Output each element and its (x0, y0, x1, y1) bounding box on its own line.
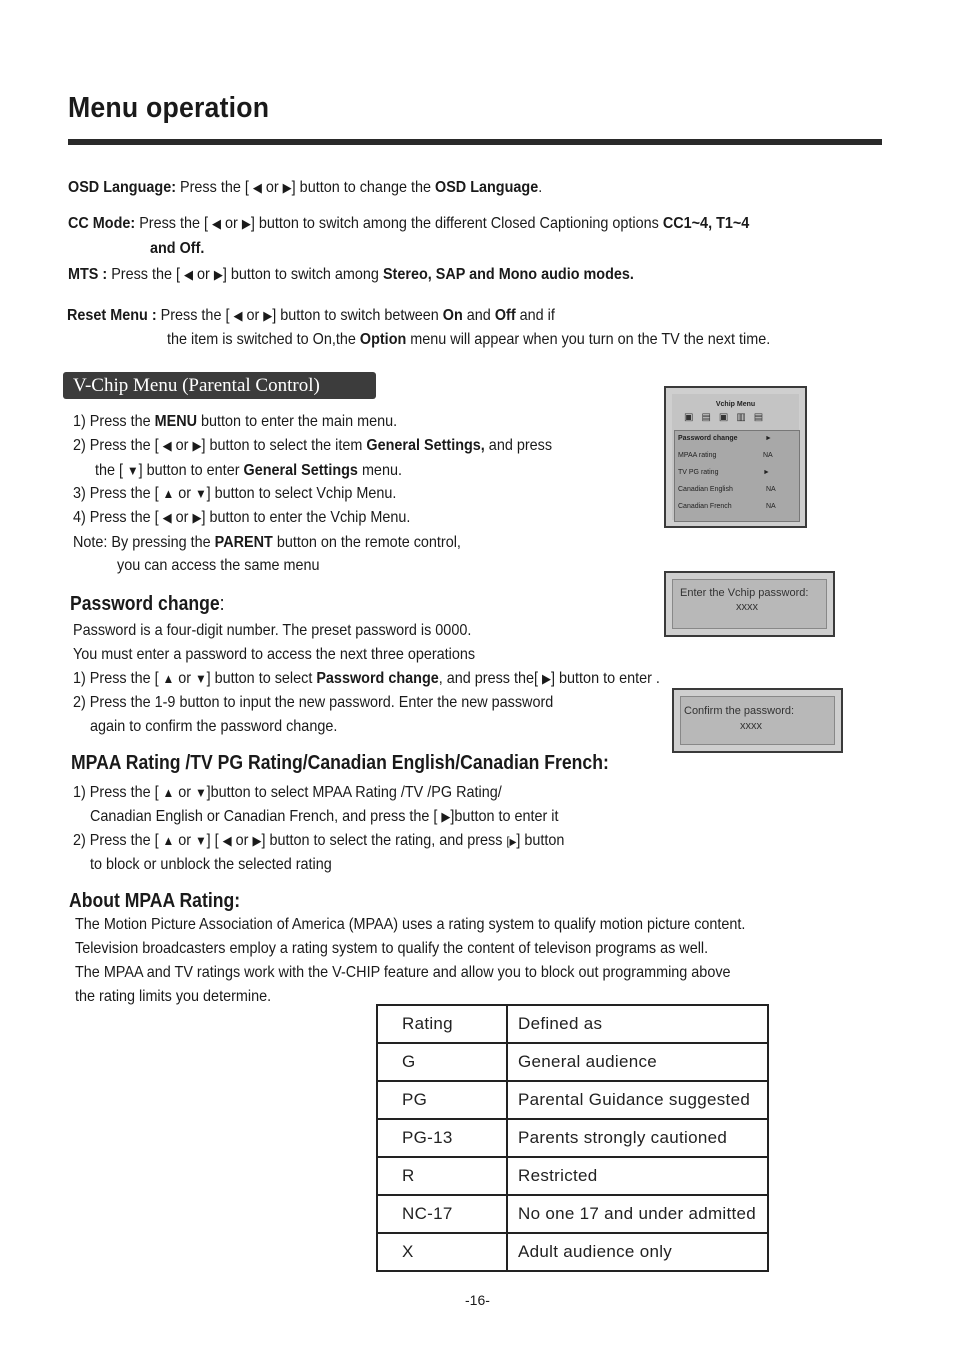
table-cell: No one 17 and under admitted (507, 1195, 768, 1233)
cc-mode-line-2: and Off. (150, 240, 205, 257)
up-arrow-icon: ▲ (162, 486, 175, 501)
table-cell: R (377, 1157, 507, 1195)
table-cell: X (377, 1233, 507, 1271)
password-desc-1: Password is a four-digit number. The preset password is 0000. (73, 622, 472, 639)
down-arrow-icon: ▼ (195, 671, 207, 686)
right-arrow-icon: ▶ (192, 510, 202, 525)
vchip-row-value: ► (765, 435, 772, 442)
vchip-menu-screen (664, 386, 807, 528)
about-mpaa-heading: About MPAA Rating: (69, 890, 241, 912)
password-step-2: 2) Press the 1-9 button to input the new password. Enter the new password (73, 694, 554, 711)
enter-password-screen (664, 571, 835, 637)
table-row (377, 1157, 768, 1195)
left-arrow-icon: ◀ (162, 438, 172, 453)
up-arrow-icon: ▲ (162, 833, 175, 848)
table-cell: PG-13 (377, 1119, 507, 1157)
page-title: Menu operation (68, 92, 270, 124)
table-cell: Defined as (507, 1005, 768, 1043)
password-change-heading: Password change: (70, 593, 225, 615)
right-arrow-icon: ▶ (509, 837, 517, 848)
left-arrow-icon: ◀ (162, 510, 172, 525)
about-paragraph-4: the rating limits you determine. (75, 988, 272, 1005)
reset-menu-line-2: the item is switched to On,the Option menu will appear when you turn on the TV the next time. (167, 331, 771, 348)
table-row (377, 1043, 768, 1081)
password-step-2b: again to confirm the password change. (90, 718, 338, 735)
confirm-password-value: xxxx (740, 720, 762, 732)
password-desc-2: You must enter a password to access the next three operations (73, 646, 476, 663)
right-arrow-icon: ▶ (542, 671, 552, 686)
table-row (377, 1195, 768, 1233)
table-cell: Restricted (507, 1157, 768, 1195)
left-arrow-icon: ◀ (252, 180, 262, 195)
table-cell: Rating (377, 1005, 507, 1043)
mpaa-rating-table (376, 1004, 769, 1272)
vchip-step-3: 3) Press the [ ▲ or ▼] button to select Vchip Menu. (73, 485, 397, 502)
confirm-password-label: Confirm the password: (684, 705, 795, 717)
password-step-1: 1) Press the [ ▲ or ▼] button to select Password change, and press the[ ▶] button to enter . (73, 670, 660, 687)
right-arrow-icon: ▶ (282, 180, 292, 195)
vchip-step-2b: the [ ▼] button to enter General Settings menu. (95, 462, 402, 479)
mpaa-heading: MPAA Rating /TV PG Rating/Canadian English/Canadian French: (71, 752, 609, 774)
mpaa-step-1b: Canadian English or Canadian French, and press the [ ▶]button to enter it (90, 808, 559, 825)
right-arrow-icon: ▶ (252, 833, 262, 848)
vchip-row-value: ► (763, 469, 770, 476)
right-arrow-icon: ▶ (263, 308, 273, 323)
right-arrow-icon: ▶ (441, 809, 451, 824)
vchip-menu-list (674, 430, 800, 522)
down-arrow-icon: ▼ (195, 785, 207, 800)
table-row (377, 1081, 768, 1119)
right-arrow-icon: ▶ (241, 216, 251, 231)
enter-password-value: xxxx (736, 601, 758, 613)
vchip-menu-title: Vchip Menu (715, 401, 756, 408)
mts-line: MTS : Press the [ ◀ or ▶] button to switch among Stereo, SAP and Mono audio modes. (68, 266, 634, 283)
confirm-password-screen (672, 688, 843, 753)
table-cell: Adult audience only (507, 1233, 768, 1271)
vchip-section-tag: V-Chip Menu (Parental Control) (63, 372, 376, 399)
table-cell: NC-17 (377, 1195, 507, 1233)
page-number: -16- (465, 1292, 490, 1308)
table-row (377, 1005, 768, 1043)
about-paragraph-3: The MPAA and TV ratings work with the V-CHIP feature and allow you to block out programming above (75, 964, 731, 981)
table-row (377, 1119, 768, 1157)
mpaa-step-2: 2) Press the [ ▲ or ▼] [ ◀ or ▶] button to select the rating, and press [▶] button (73, 832, 565, 849)
enter-password-label: Enter the Vchip password: (680, 587, 809, 599)
up-arrow-icon: ▲ (162, 785, 175, 800)
table-cell: Parents strongly cautioned (507, 1119, 768, 1157)
vchip-row-value: NA (766, 503, 776, 510)
right-arrow-icon: ▶ (192, 438, 202, 453)
title-rule (68, 139, 882, 145)
left-arrow-icon: ◀ (184, 267, 194, 282)
vchip-note: Note: By pressing the PARENT button on the remote control, (73, 534, 461, 551)
reset-menu-line: Reset Menu : Press the [ ◀ or ▶] button to switch between On and Off and if (67, 307, 555, 324)
table-row (377, 1233, 768, 1271)
table-cell: Parental Guidance suggested (507, 1081, 768, 1119)
vchip-row-label: Canadian French (678, 503, 732, 510)
about-paragraph-1: The Motion Picture Association of America (MPAA) uses a rating system to qualify motion picture content. (75, 916, 746, 933)
vchip-step-1: 1) Press the MENU button to enter the main menu. (73, 413, 398, 430)
table-cell: General audience (507, 1043, 768, 1081)
down-arrow-icon: ▼ (127, 463, 139, 478)
menu-tab-icons: ▣▤▣▥▤ (684, 412, 772, 423)
left-arrow-icon: ◀ (233, 308, 243, 323)
vchip-step-4: 4) Press the [ ◀ or ▶] button to enter the Vchip Menu. (73, 509, 411, 526)
vchip-row-label: Password change (678, 435, 738, 442)
left-arrow-icon: ◀ (212, 216, 222, 231)
vchip-row-value: NA (766, 486, 776, 493)
vchip-row-label: TV PG rating (678, 469, 719, 476)
cc-mode-line: CC Mode: Press the [ ◀ or ▶] button to switch among the different Closed Captioning options CC1~4, T1~4 (68, 215, 750, 232)
right-arrow-icon: ▶ (213, 267, 223, 282)
mpaa-step-1: 1) Press the [ ▲ or ▼]button to select MPAA Rating /TV /PG Rating/ (73, 784, 502, 801)
mpaa-step-2b: to block or unblock the selected rating (90, 856, 332, 873)
left-arrow-icon: ◀ (222, 833, 232, 848)
about-paragraph-2: Television broadcasters employ a rating system to qualify the content of televison programs as well. (75, 940, 709, 957)
table-cell: G (377, 1043, 507, 1081)
vchip-row-label: Canadian English (678, 486, 733, 493)
up-arrow-icon: ▲ (162, 671, 175, 686)
vchip-row-label: MPAA rating (678, 452, 717, 459)
osd-language-line: OSD Language: Press the [ ◀ or ▶] button to change the OSD Language. (68, 179, 543, 196)
table-cell: PG (377, 1081, 507, 1119)
vchip-row-value: NA (763, 452, 773, 459)
vchip-step-2: 2) Press the [ ◀ or ▶] button to select the item General Settings, and press (73, 437, 553, 454)
vchip-note-2: you can access the same menu (117, 557, 320, 574)
down-arrow-icon: ▼ (195, 486, 207, 501)
down-arrow-icon: ▼ (195, 833, 207, 848)
